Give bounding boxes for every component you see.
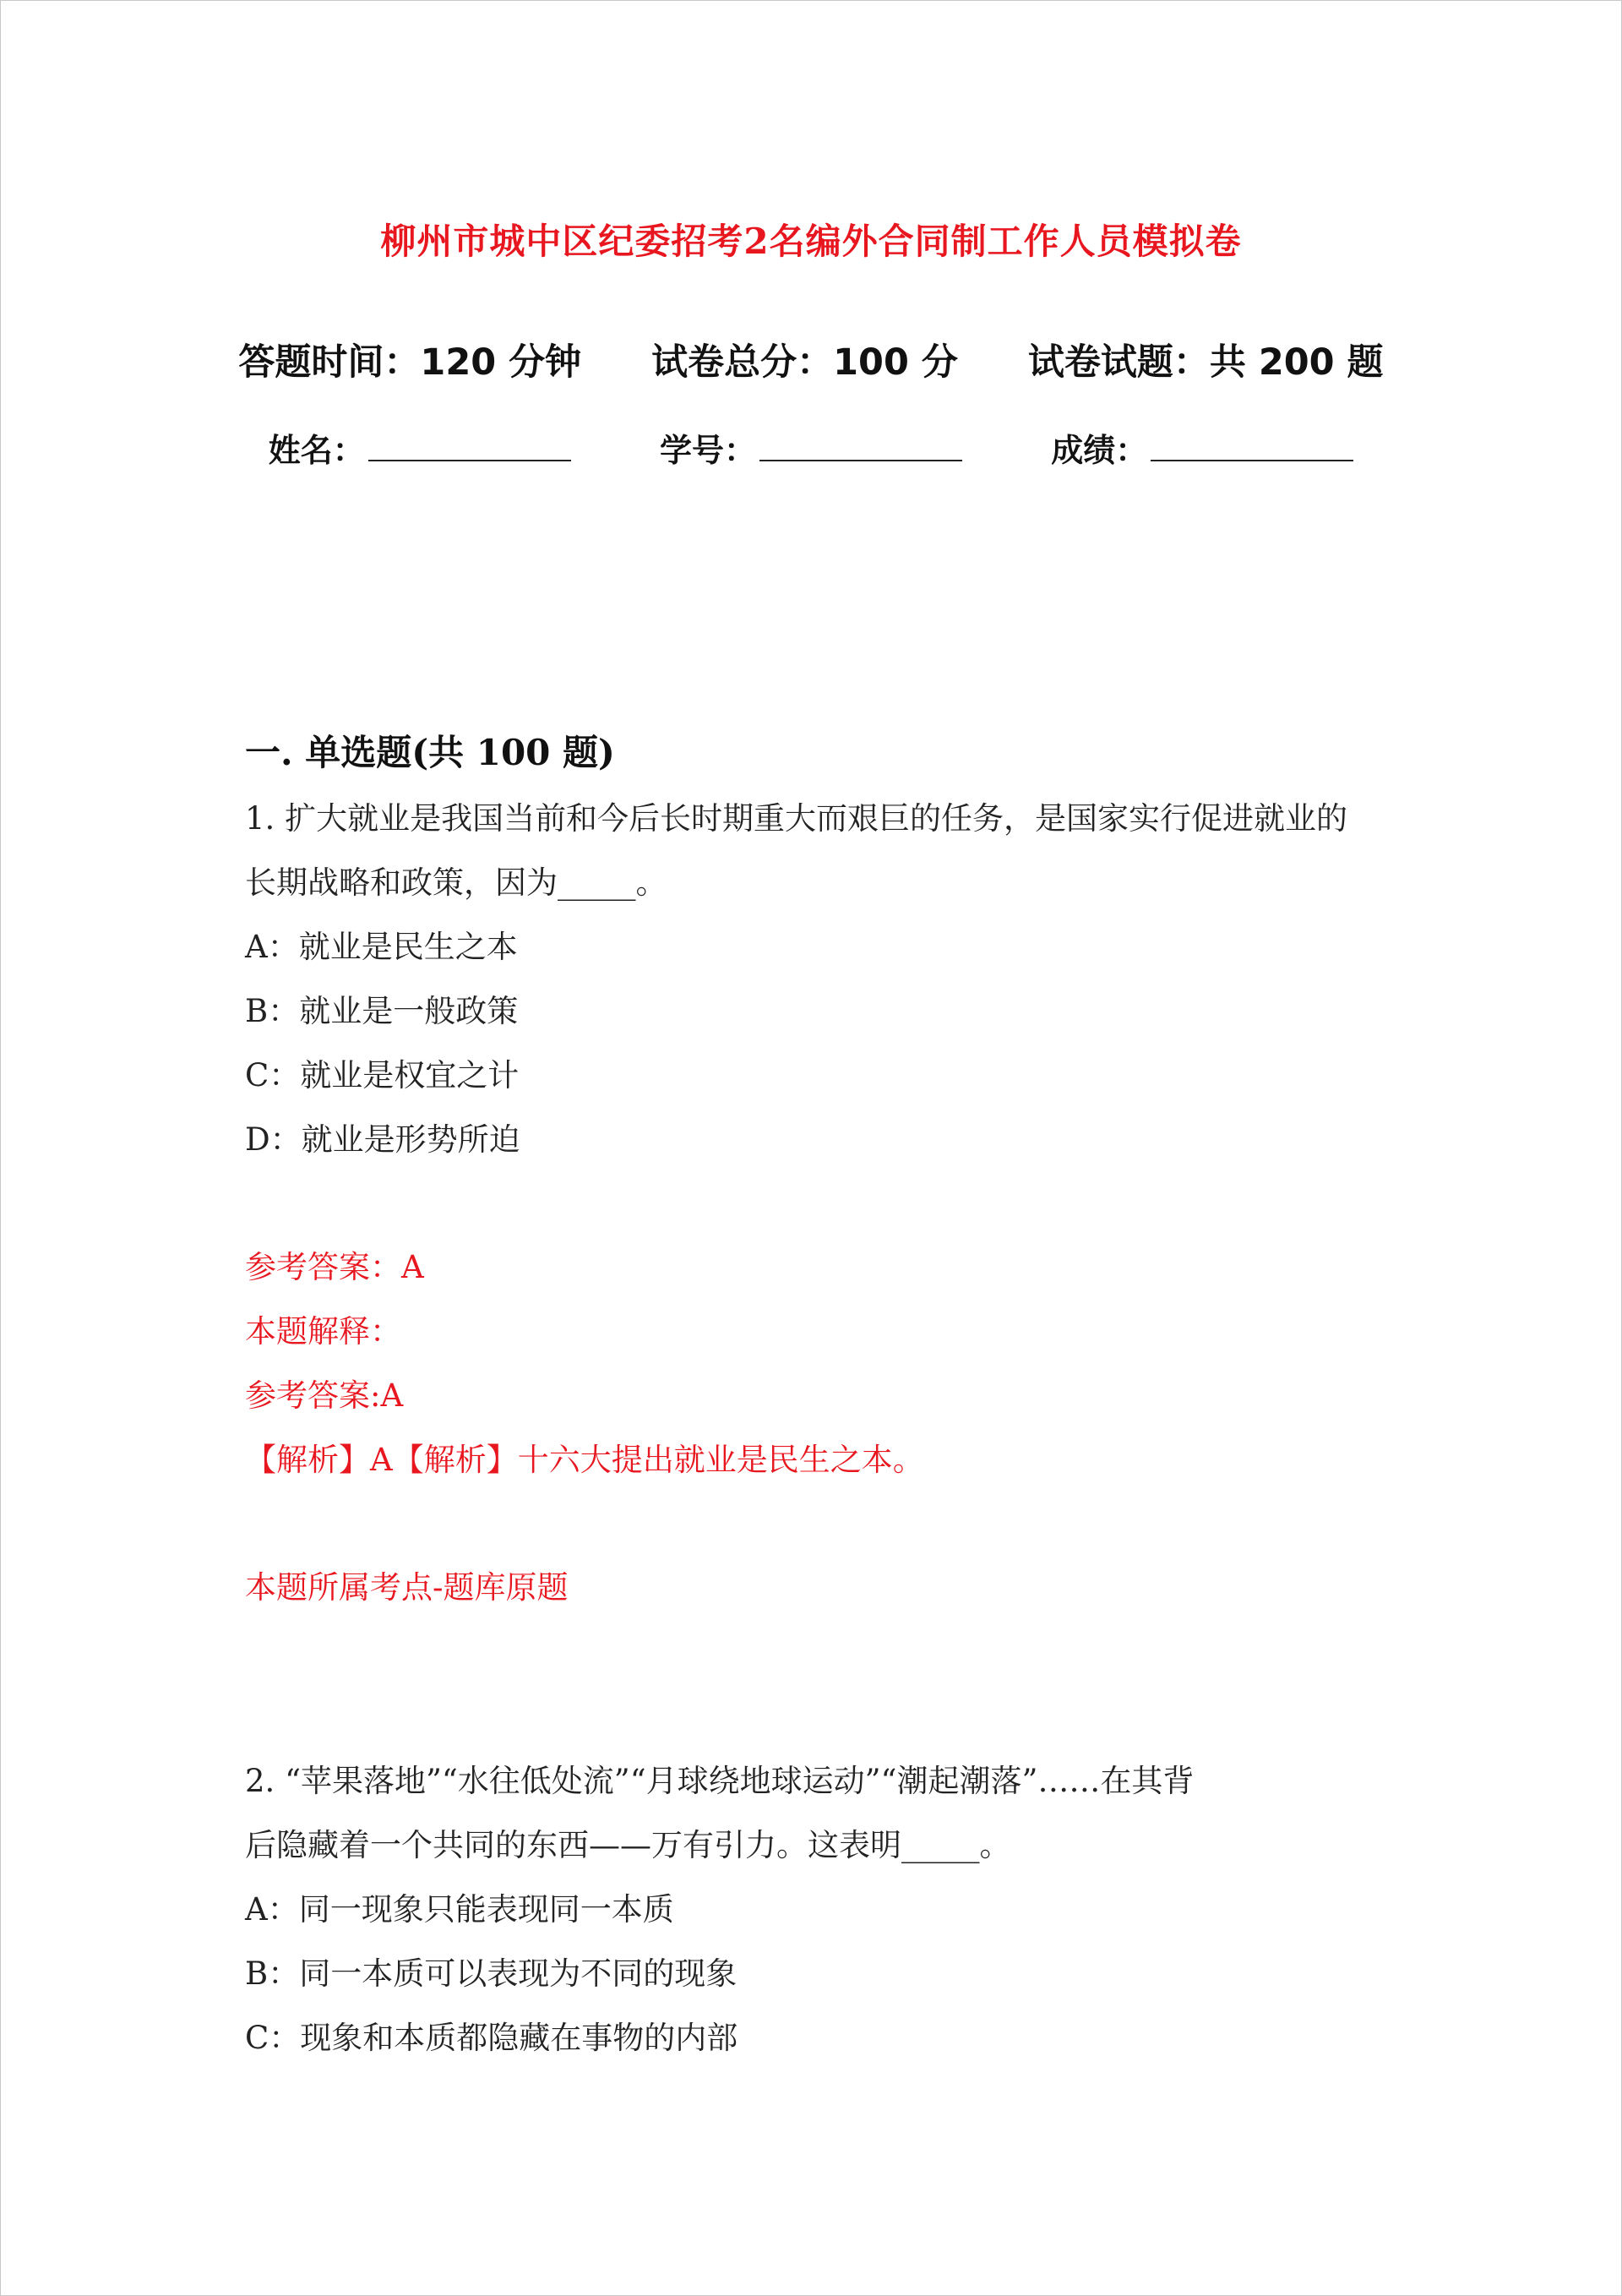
question-2-option-b: B：同一本质可以表现为不同的现象 — [245, 1955, 738, 1992]
score-label: 成绩： — [1051, 432, 1148, 469]
name-field — [269, 424, 571, 471]
question-1-option-a: A：就业是民生之本 — [245, 929, 518, 965]
id-field — [660, 424, 962, 471]
student-info-row — [0, 424, 1622, 471]
name-label: 姓名： — [268, 432, 365, 469]
question-1-option-d: D：就业是形势所迫 — [245, 1121, 520, 1158]
question-2-option-c: C：现象和本质都隐藏在事物的内部 — [245, 2020, 738, 2056]
question-count: 试卷试题：共 200 题 — [1027, 341, 1384, 384]
question-1-explanation-label: 本题解释： — [245, 1313, 401, 1350]
question-2-stem-line-2: 后隐藏着一个共同的东西——万有引力。这表明_____。 — [245, 1827, 1011, 1863]
question-1-source: 本题所属考点-题库原题 — [245, 1569, 569, 1606]
question-1-analysis: 【解析】A【解析】十六大提出就业是民生之本。 — [245, 1442, 924, 1478]
name-blank — [368, 431, 571, 461]
document-title: 柳州市城中区纪委招考2名编外合同制工作人员模拟卷 — [380, 221, 1242, 262]
question-1-stem-line-2: 长期战略和政策，因为_____。 — [245, 864, 667, 901]
question-2-stem-line-1: 2. “苹果落地”“水往低处流”“月球绕地球运动”“潮起潮落”……在其背 — [245, 1763, 1195, 1799]
section-heading: 一. 单选题(共 100 题) — [245, 732, 615, 773]
question-1-answer-repeat: 参考答案:A — [245, 1377, 404, 1414]
question-2-option-a: A：同一现象只能表现同一本质 — [245, 1891, 674, 1928]
question-1-stem-line-1: 1. 扩大就业是我国当前和今后长时期重大而艰巨的任务，是国家实行促进就业的 — [245, 800, 1348, 837]
exam-info-row — [0, 334, 1622, 385]
score-blank — [1151, 431, 1353, 461]
question-1-answer: 参考答案：A — [245, 1249, 424, 1285]
question-1-option-c: C：就业是权宜之计 — [245, 1057, 520, 1093]
question-1-option-b: B：就业是一般政策 — [245, 993, 519, 1029]
id-label: 学号： — [659, 432, 756, 469]
exam-time: 答题时间：120 分钟 — [238, 341, 582, 384]
id-blank — [759, 431, 962, 461]
score-field — [1051, 424, 1353, 471]
total-score: 试卷总分：100 分 — [651, 341, 958, 384]
